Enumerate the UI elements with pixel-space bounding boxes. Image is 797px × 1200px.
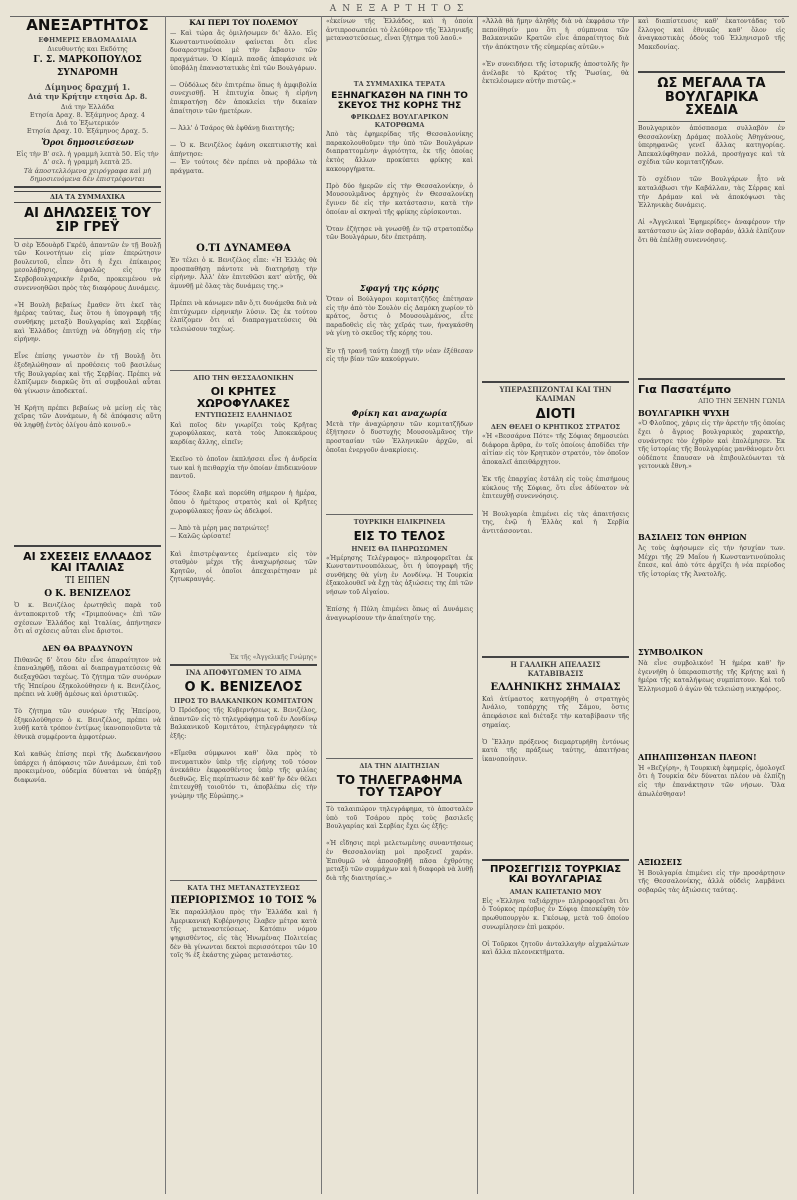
article-flag: Καὶ ἀτίμαστος κατηγορήθη ὁ στρατηγὸς Ἀνάλιο, τοπάρχης τῆς Σάμου, ὅστις ἀπεφάσισε καὶ διέταξε τὴν καταβίβασιν τῆς σημαίας. Ὁ Ἕλλην πρόξενος διεμαρτυρήθη ἐντόνως κατὰ τῆς πράξεως ταύτης, ἀπαιτήσας ἱκανοποίησιν. [482,695,629,763]
article-slaughter: Ὅταν οἱ Βούλγαροι κομιτατζῆδες ἐπέτησαν εἰς τὴν ἀπὸ τὸν Σουλὸν εἰς Δαμόκη χωρίον τὸ κράτος, ὅστις ὁ Μουσουλμάνος, εἶτε παραδοθεὶς εἰς τὰς χεῖράς των, ἠναγκάσθη νὰ γίνῃ τὸ σκεῦος τῆς κόρης του. Ἐν τῇ τρανῇ ταύτῃ ἐποχῇ τὴν νέαν ἐξέθεσαν εἰς τὴν βίαν τῶν κακούργων. [326,296,473,364]
ads-text: Εἰς τὴν Β' σελ. ἡ γραμμὴ λεπτὰ 50. Εἰς τὴν Δ' σελ. ἡ γραμμὴ λεπτὰ 25. [16,149,159,166]
running-header: ΑΝΕΞΑΡΤΗΤΟΣ [10,4,789,17]
article-horror: Μετὰ τὴν ἀναχώρησιν τῶν κομιτατζῆδων ἐξήτησεν ὁ δυστυχὴς Μουσουλμᾶνος τὴν προστασίαν τῶν Ἑλληνικῶν ἀρχῶν, αἱ ὁποῖαι ἐνεργοῦν ἀνακρίσεις. [326,420,476,454]
title-kings-beasts: ΒΑΣΙΛΕΙΣ ΤΩΝ ΘΗΡΙΩΝ [638,532,747,543]
column-2 [166,16,322,1194]
headline-turkish-sincerity: ΤΟΥΡΚΙΚΗ ΕΙΛΙΚΡΙΝΕΙΑ [353,517,446,526]
article-what-we-can: Ἐν τέλει ὁ κ. Βενιζέλος εἶπε: «Ἡ Ἑλλὰς θὰ προσπαθήσῃ πάντοτε νὰ διατηρήσῃ τὴν εἰρήνην. Ἀλλ' ἐὰν ἐπιτεθῶσι κατ' αὐτῆς, θὰ ἀμυνθῇ μὲ ὅλας τὰς δυνάμεις της.» Πρέπει νὰ κάνωμεν πᾶν ὅ,τι δυνάμεθα διὰ νὰ ἐπιτύχωμεν εἰρηνικὴν λύσιν. Ὡς ἐκ τούτου ἐλπίζομεν ὅτι αἱ διαπραγματεύσεις θὰ τελειώσουν ταχέως. [170,257,317,333]
article-claims: Ἡ Βουλγαρία ἐπιμένει εἰς τὴν προσάρτησιν τῆς Θεσσαλονίκης, ἀλλὰ οὐδεὶς λαμβάνει σοβαρῶς τὰς ἀξιώσεις ταύτας. [638,869,788,894]
prices-rest: Διά την Ἑλλάδα Ετησία Δραχ. 8. Ἑξάμηνος Δραχ. 4 Διά το Ἐξωτερικόν Ετησία Δραχ. 10. Ἑξάμηνος Δραχ. 5. [26,102,149,135]
headline-venizelos: Ο Κ. ΒΕΝΙΖΕΛΟΣ [184,680,303,696]
article-rapprochement: Εἰς «Ἑλληνα ταξιάρχην» πληροφορεῖται ὅτι ὁ Τούρκος πρέσβυς ἐν Σόφιᾳ ἐπεσκέφθη τὸν πρωθυπουργὸν κ. Γκέσωφ, μετὰ τοῦ ὁποίου συνωμίλησεν ἐπὶ μακρόν. Οἱ Τοῦρκοι ζητοῦν ἀνταλλαγὴν αἰχμαλώτων καὶ ἄλλα πλεονεκτήματα. [482,897,629,957]
newspaper-title: ΑΝΕΞΑΡΤΗΤΟΣ [26,16,149,34]
article-venizelos-committee: Ὁ Πρόεδρος τῆς Κυβερνήσεως κ. Βενιζέλος, ἀπαντῶν εἰς τὸ τηλεγράφημα τοῦ ἐν Λονδίνῳ Βαλκανικοῦ Κομιτάτου, ἐτηλεγράφησεν τὰ ἑξῆς: «Εἴμεθα σύμφωνοι καθ' ὅλα πρὸς τὸ πνευματικὸν ὑπὲρ τῆς εἰρήνης τοῦ τόσον ἀνεκάθεν ἐκφρασθέντος ὑπὲρ τῆς φιλίας διεθνῶς. Εἰς περίπτωσιν δὲ καθ' ἣν δὲν θέλει ἐπιτευχθῇ τοιοῦτόν τι, ἀποβλέπω εἰς τὴν γνώμην τῆς Εὐρώπης.» [170,707,317,801]
headline-lowering: ΕΛΛΗΝΙΚΗΣ ΣΗΜΑΙΑΣ [490,681,621,693]
price-crete: Διά την Κρήτην ετησία Δρ. 8. [27,91,148,101]
dateline-thessaloniki: ΑΠΟ ΤΗΝ ΘΕΣΣΑΛΟΝΙΚΗΝ [193,374,294,383]
subscription-title: ΣΥΝΔΡΟΜΗ [56,67,119,78]
ads-title: Ὅροι δημοσιεύσεων [41,137,134,148]
headline-greece-italy: ΑΙ ΣΧΕΣΕΙΣ ΕΛΛΑΔΟΣ ΚΑΙ ΙΤΑΛΙΑΣ [23,549,152,575]
article-despaired: Ἡ «Βεζγίρη», ἡ Τουρκικὴ ἐφημερίς, ὁμολογεῖ ὅτι ἡ Τουρκία δὲν δύναται πλέον νὰ ἐλπίζῃ εἰς τὴν ἐπανάκτησιν τῶν νήσων. Ὅλα ἀπωλέσθησαν! [638,764,788,798]
article-restriction: Ἐκ παραλλήλου πρὸς τὴν Ἑλλάδα καὶ ἡ Ἀμερικανικὴ Κυβέρνησις ἔλαβεν μέτρα κατὰ τῆς μεταναστεύσεως. Κατόπιν νόμου ψηφισθέντος, εἰς τὰς Ἡνωμένας Πολιτείας δὲν θὰ γίνωνται δεκτοὶ περισσότεροι τῶν 10 τοῖς % ἐξ ἑκάστης χώρας μετανάστες. [170,909,320,960]
source-signature: Ἐκ τῆς «Ἀγγελικῆς Γνώμης» [229,653,317,661]
subhead-impressions: ΕΝΤΥΠΩΣΕΙΣ ΕΛΛΗΝΙΔΟΣ [194,411,293,420]
subhead-we-will-pay: ΗΝΕΙΣ ΘΑ ΠΛΗΡΩΣΩΜΕΝ [351,544,448,553]
headline-big-plans: ΩΣ ΜΕΓΑΛΑ ΤΑ ΒΟΥΛΓΑΡΙΚΑ ΣΧΕΔΙΑ [657,76,766,119]
headline-tsar-telegram: ΤΟ ΤΗΛΕΓΡΑΦΗΜΑ ΤΟΥ ΤΣΑΡΟΥ [336,772,463,800]
article-continued-col4: «Ἀλλὰ θὰ ἤμην ἀληθὴς διὰ νὰ ἐκφράσω τὴν πεποίθησίν μου ὅτι ἡ σύμπνοια τῶν Βαλκανικῶν Κρατῶν εἶνε ἀπαραίτητος διὰ τὴν ἀπόκτησιν τῆς εὐημερίας αὐτῶν.» «Ἐν συνειδήσει τῆς ἱστορικῆς ἀποστολῆς ἣν ἀνέλαβε τὸ Κράτος τῆς Ῥωσίας, θὰ ἐκτελέσωμεν αὐτὴν πιστῶς.» [482,18,629,86]
headline-cretan-gendarmes: ΟΙ ΚΡΗΤΕΣ ΧΩΡΟΦΥΛΑΚΕΣ [196,385,291,410]
headline-avoid-blood: ΙΝΑ ΑΠΟΦΥΓΩΜΕΝ ΤΟ ΑΙΜΑ [185,667,302,677]
headline-what-we-can: Ο.ΤΙ ΔΥΝΑΜΕΘΑ [196,243,291,255]
title-claims: ΑΞΙΩΣΕΙΣ [638,856,682,867]
column-5 [634,16,789,1194]
section-arbitration: ΔΙΑ ΤΗΝ ΔΙΑΙΤΗΣΙΑΝ [359,761,440,770]
article-no-delay: Πιθανῶς δ' ὅτου δὲν εἶνε ἀπαραίτητον νὰ ἐπαναληφθῇ, πᾶσαι αἱ διαπραγματεύσεις θὰ διεξαχθῶσι ταχέως. Τὸ ζήτημα τῶν συνόρων τῆς Ἠπείρου ἐξηκολούθησεν ἡ κ. Βενιζέλος, πρέπει νὰ λυθῇ ἀμέσως καὶ ὁριστικῶς. Τὸ ζήτημα τῶν συνόρων τῆς Ἠπείρου, ἐξηκολούθησεν ὁ κ. Βενιζέλος, πρέπει νὰ λυθῇ κατὰ τρόπον ἐντίμως ἱκανοποιοῦντα τὰ ἐθνικὰ συμφέροντα ἀμφοτέρων. Καὶ καθώς ἐπίσης περὶ τῆς Δωδεκανήσου ὑπάρχει ἡ ἀπόφασις τῶν Δυνάμεων, ἐπὶ τοῦ προκειμένου, οὐδεμία δύναται νὰ ὑπάρξῃ διαφωνία. [14,656,161,785]
subhead-slaughter: Σφαγή της κόρης [359,283,440,294]
subhead-captain: ΑΜΑΝ ΚΑΠΕΤΑΝΙΟ ΜΟΥ [509,887,602,896]
title-bulgarian-soul: ΒΟΥΛΓΑΡΙΚΗ ΨΥΧΗ [638,407,730,418]
headline-rapprochement: ΠΡΟΣΕΓΓΙΣΙΣ ΤΟΥΡΚΙΑΣ ΚΑΙ ΒΟΥΛΓΑΡΙΑΣ [489,863,622,886]
column-4 [478,16,634,1194]
column-1 [10,16,166,1194]
article-about-war: — Καὶ τώρα ἂς ὁμιλήσωμεν δι' ἄλλο. Εἰς Κωνσταντινούπολιν φαίνεται ὅτι εἶνε δυσαρεστημένοι μὲ τὴν ἔκβασιν τῶν πραγμάτων. Ὁ Κίαμιλ πασᾶς ἀπεφάσισε νὰ ὑποβάλῃ ἐπαναστατικὰς ἐπὶ τῶν Βουλγάρων. — Οὐδόλως δὲν ἐπιτρέπω ὅπως ἡ ἀμφιβολία συνεχισθῇ. Ἡ ἐπιτυχία ὅπως ἡ εἰρήνη ἐπικρατήσῃ δὲν ἀποκλείει τὴν δικαίαν ἀπαίτησιν τῶν ἡμετέρων. — Ἀλλ' ὁ Τσάρος θὰ ἐφθάνῃ διαιτητὴς; — Ὁ κ. Βενιζέλος ἐφάνη σκεπτικιστὴς καὶ ἀπήντησε: — Ἐν τούτοις δὲν πρέπει νὰ προβάλω τὰ πράγματα. [170,30,317,175]
section-allied-monsters: ΤΑ ΣΥΜΜΑΧΙΚΑ ΤΕΡΑΤΑ [353,80,446,88]
article-symbolic: Νὰ εἶνε συμβολικόν! Ἡ ἡμέρα καθ' ἣν ἐγεννήθη ὁ ὑπερασπιστὴς τῆς Κρήτης καὶ ἡ ἡμέρα τῆς καταλήψεως συμπίπτουν. Καὶ τοῦ Ἑλληνισμοῦ ὁ ἀγὼν θὰ τελειώσῃ νικηφόρος. [638,659,788,693]
title-symbolic: ΣΥΜΒΟΛΙΚΟΝ [638,647,704,658]
article-relations: Ὁ κ. Βενιζέλος ἐρωτηθεὶς παρὰ τοῦ ἀνταποκριτοῦ τῆς «Τριμπούνας» ἐπὶ τῶν σχέσεων Ἑλλάδος καὶ Ἰταλίας, ἀπήντησεν ὅτι αἱ σχέσεις αὗται εἶνε ἄριστοι. [14,602,164,636]
article-cretan-gendarmes: Καὶ ποῖος δὲν γνωρίζει τοὺς Κρῆτας χωροφύλακας, κατὰ τοὺς Ἀποκεκάρους καρδίας ἄλλης, εἰπεῖν; Ἐκεῖνο τὸ ὁποῖον ἐκπλήσσει εἶνε ἡ ἀνδρεία των καὶ ἡ πειθαρχία τὴν ὁποίαν ἐπιδεικνύουν παντοῦ. Τόσος ἔλαβε καὶ πορεύθη σήμερον ἡ ἡμέρα, ὅπου ὁ ἡμέτερος στρατὸς καὶ οἱ Κρῆτες χωροφύλακες ἦσαν ὡς ἀδελφοί. — Ἀπὸ τὰ μέρη μας πατριώτες! — Καλῶς ὡρίσατε! Καὶ ἐπιστρέψαντες ἐμείναμεν εἰς τὸν σταθμὸν μέχρι τῆς ἀναχωρήσεως τῶν Κρητῶν, οἱ ὁποῖοι ἀπεχαιρέτησαν μὲ ζητωκραυγάς. [170,421,317,584]
subhead-no-delay: ΔΕΝ ΘΑ ΒΡΑΔΥΝΟΥΝ [42,644,133,654]
ads-note: Τὰ ἀποστελλόμενα χειρόγραφα καὶ μὴ δημοσιευόμενα δὲν ἐπιστρέφονται [23,167,152,184]
article-tsar-telegram: Τὸ ταλαιπώρον τηλεγράφημα, τὸ ἀποσταλὲν ὑπὸ τοῦ Τσάρου πρὸς τοὺς βασιλεῖς Βουλγαρίας καὶ Σερβίας ἔχει ὡς ἑξῆς: «Ἡ εἴδησις περὶ μελετωμένης συναντήσεως ἐν Θεσσαλονίκῃ μοὶ προξενεῖ χαράν. Ἐπιθυμῶ νὰ ἀποσοβηθῇ πᾶσα ἐχθρότης μεταξὺ τῶν συμμάχων καὶ ἡ διαφορὰ νὰ λυθῇ διὰ τῆς διαιτησίας.» [326,806,473,882]
subhead-what-said: ΤΙ ΕΙΠΕΝ [65,575,110,586]
article-continued-col3: «ἐκείνων τῆς Ἑλλάδος, καὶ ἡ ὁποία ἀντιπροσωπεύει τὸ ἐλεύθερον τῆς Ἑλληνικῆς μεταναστεύσεως, εἶναι ζήτημα τοῦ λαοῦ.» [326,18,476,43]
subhead-bulgarian-deed: ΦΡΙΚΩΔΕΣ ΒΟΥΛΓΑΡΙΚΟΝ ΚΑΤΟΡΘΩΜΑ [350,113,449,130]
subhead-venizelos: Ο Κ. ΒΕΝΙΖΕΛΟΣ [44,588,131,599]
article-cretan-army: «Ἡ «Βεσσάρνα Πότε» τῆς Σόφιας δημοσιεύει διάφορα ἄρθρα, ἐν τοῖς ὁποίοις ἀποδίδει τὴν αἰτίαν εἰς τὸν Κρητικὸν στρατόν, τὸν ὁποῖον ἀποκαλεῖ ἀπειθάρχητον. Ἐκ τῆς ἐπαρχίας ἐστάλη εἰς τοὺς ἐπισήμους κύκλους τῆς Σόφιας, ὅτι εἶνε ἀδύνατον νὰ ἐπιτευχθῇ συνεννόησις. Ἡ Βουλγαρία ἐπιμένει εἰς τὰς ἀπαιτήσεις της, ἐνῷ ἡ Ἑλλὰς καὶ ἡ Σερβία ἀντιτάσσονται. [482,433,629,535]
headline-about-war: ΚΑΙ ΠΕΡΙ ΤΟΥ ΠΟΛΕΜΟΥ [189,18,298,27]
headline-grey-statements: ΑΙ ΔΗΛΩΣΕΙΣ ΤΟΥ ΣΙΡ ΓΡΕΫ [24,206,151,235]
headline-because: ΔΙΟΤΙ [535,406,576,422]
article-bulgarian-soul: «Ὁ Φλοῦπος, χάρις εἰς τὴν ἀρετὴν τῆς ὁποίας ἔχει ὁ ἄγριος βουλγαρικὸς χαρακτὴρ, συνάντησε τὸν ἐχθρὸν καὶ ἐπολέμησεν. Ἐκ τῆς ἱστορίας τῆς Βουλγαρίας μανθάνομεν ὅτι οὐδέποτε ἔπαυσαν νὰ ἐπιβουλεύωνται τὰ γειτονικὰ ἔθνη.» [638,420,788,471]
headline-pastime: Για Πασατέμπο [638,382,732,396]
headline-emigration: ΚΑΤΑ ΤΗΣ ΜΕΤΑΝΑΣΤΕΥΣΕΩΣ [187,884,300,893]
headline-french-action: Η ΓΑΛΛΙΚΗ ΑΠΕΛΑΣΙΣ ΚΑΤΑΒΙΒΑΣΙΣ [510,660,601,679]
article-forced: Ἀπὸ τὰς ἐφημερίδας τῆς Θεσσαλονίκης παρακολουθοῦμεν τὴν ὑπὸ τῶν Βουλγάρων διαπραττομένην ἀγριότητα, ἐκ τῆς ὁποίας ἐκτὸς ἄλλων προκύπτει φρίκης καὶ κακουργήματα. Πρὸ δύο ἡμερῶν εἰς τὴν Θεσσαλονίκην, ὁ Μουσουλμᾶνος ἀρχηγὸς ἐν Θεσσαλονίκῃ ἔγινεν δὲ εἰς τὴν κατάστασιν, κατὰ τὴν ὁποίαν αἱ σκηναὶ τῆς φρίκης εὑρίσκονται. Ὅταν ἐζήτησε νὰ γνωσθῇ ἐν τῷ στρατοπέδῳ τῶν Βουλγάρων, δὲν ἐπετράπη. [326,131,473,242]
article-continued-col5: καὶ διαπίστευσις καθ' ἑκατοντάδας τοῦ ἔλλογος καὶ ἐθνικῶς καθ' ὅλον εἰς ἀναγκαστικὰς ὁδοὺς τοῦ Ἑλληνισμοῦ τῆς Μακεδονίας. [638,18,788,51]
columns [10,16,789,1194]
headline-restriction: ΠΕΡΙΟΡΙΣΜΟΣ 10 ΤΟΙΣ % [170,895,317,907]
title-despaired: ΑΠΗΛΠΙΣΘΗΣΑΝ ΠΛΕΟΝ! [638,751,757,762]
section-label: ΔΙΑ ΤΑ ΣΥΜΜΑΧΙΚΑ [14,191,161,203]
column-3 [322,16,478,1194]
headline-defend-kaliman: ΥΠΕΡΑΣΠΙΖΟΝΤΑΙ ΚΑΙ ΤΗΝ ΚΑΛΙΜΑΝ [499,385,612,403]
director-label: Διευθυντής και Εκδότης [47,44,128,53]
article-big-plans: Βουλγαρικὸν ἀπόσπασμα συλλαβὸν ἐν Θεσσαλονίκῃ Δράμας πολλοὺς Ἀθηγάνους, ὑπερηφανῶς γενεῖ ἄλλας κατηγορίας. Ἀπεκαλύφθησαν πολλά, προσήγαγε καὶ τὰ σχέδια τῶν κομιτατζήδων. Τὸ σχέδιον τῶν Βουλγάρων ἦτο νὰ καταλάβωσι τὴν Καβάλλαν, τὰς Σέρρας καὶ τὴν Δράμαν καὶ νὰ ἀποκόψωσι τὰς Ἑλληνικὰς δυνάμεις. Αἱ «Ἀγγελικαὶ Ἐφημερίδες» ἀναφέρουν τὴν κατάστασιν ὡς λίαν σοβαράν, ἀλλὰ ἐλπίζουν ὅτι θὰ ἐπέλθῃ συνεννόησις. [638,124,785,244]
article-kings-beasts: Ἀς τοὺς ἀφήσωμεν εἰς τὴν ἡσυχίαν των. Μέχρι τῆς 29 Μαΐου ἡ Κωνσταντινούπολις ἔπεσε, καὶ ἀπὸ τότε ἀρχίζει ἡ νέα περίοδος τῆς ἱστορίας τῆς Ἀνατολῆς. [638,545,788,578]
article-in-the-end: «Ἡμέρησης Τελέγραφος» πληροφορεῖται ἐκ Κωνσταντινουπόλεως, ὅτι ἡ ὑπογραφὴ τῆς συνθήκης θὰ γίνῃ ἐν Λονδίνῳ. Ἡ Τουρκία ἐξακολουθεῖ νὰ ἔχῃ τὰς ἀξιώσεις της ἐπὶ τῶν νήσων τοῦ Αἰγαίου. Ἐπίσης ἡ Πύλη ἐπιμένει ὅπως αἱ Δυνάμεις ἀναγνωρίσουν τὴν ἀπαίτησίν της. [326,554,473,622]
subhead-corner: ΑΠΟ ΤΗΝ ΞΕΝΗΝ ΓΩΝΙΑ [698,397,785,406]
subhead-horror: Φρίκη και αναχωρία [351,408,448,419]
newspaper-subtitle: ΕΦΗΜΕΡΙΣ ΕΒΔΟΜΑΔΙΑΙΑ [38,35,137,44]
price-line: Δίμηνος δραχμή 1. [44,81,131,92]
headline-forced: ΕΞΗΝΑΓΚΑΣΘΗ ΝΑ ΓΙΝΗ ΤΟ ΣΚΕΥΟΣ ΤΗΣ ΚΟΡΗΣ ΤΗΣ [331,91,468,111]
subhead-cretan-army: ΔΕΝ ΘΕΛΕΙ Ο ΚΡΗΤΙΚΟΣ ΣΤΡΑΤΟΣ [490,423,621,432]
article-grey: Ὁ σὲρ Ἐδουὰρδ Γκρέϋ, ἀπαντῶν ἐν τῇ Βουλῇ τῶν Κοινοτήτων εἰς μίαν ἐπερώτησιν βουλευτοῦ, εἶπεν ὅτι ἡ ἔχει ἐπίκαιρος μεσολάβησις, ἀσφαλῶς εἰς τὴν Σερβοβουλγαρικὴν ἔριδα, προκειμένου νὰ συνεννοηθῶσι πρὸς τὰς διαφόρους Δυνάμεις. «Ἡ Βουλὴ βεβαίως ἔμαθεν ὅτι ἐκεῖ τὰς ἡμέρας ταύτας, ἕως ὅτου ἡ ὑπογραφὴ τῆς συνθήκης μεταξὺ Βουλγαρίας καὶ Σερβίας καὶ Ἑλλάδος ἐπιτύχῃ νὰ ὁδηγήσῃ εἰς τὴν εἰρήνην. Εἶνε ἐπίσης γνωστὸν ἐν τῇ Βουλῇ ὅτι ἐξεδηλώθησαν αἱ προθέσεις τοῦ βασιλέως τῆς Βουλγαρίας καὶ τῆς Σερβίας. Πρέπει νὰ ἐλπίζωμεν διαρκῶς ὅτι αἱ συμβουλαὶ αὗται θὰ γίνωσιν ἀποδεκταί. Ἡ Κρήτη πρέπει βεβαίως νὰ μείνῃ εἰς τὰς χεῖρας τῶν Δυνάμεων, ἡ δὲ ἀπόφασις αὕτη θὰ ληφθῇ ἐντὸς ὀλίγου ἀπὸ κοινοῦ.» [14,241,161,430]
subhead-balkan-committee: ΠΡΟΣ ΤΟ ΒΑΛΚΑΝΙΚΟΝ ΚΟΜΙΤΑΤΟΝ [174,696,313,705]
director-name: Γ. Σ. ΜΑΡΚΟΠΟΥΛΟΣ [33,55,142,65]
headline-in-the-end: ΕΙΣ ΤΟ ΤΕΛΟΣ [353,528,446,543]
